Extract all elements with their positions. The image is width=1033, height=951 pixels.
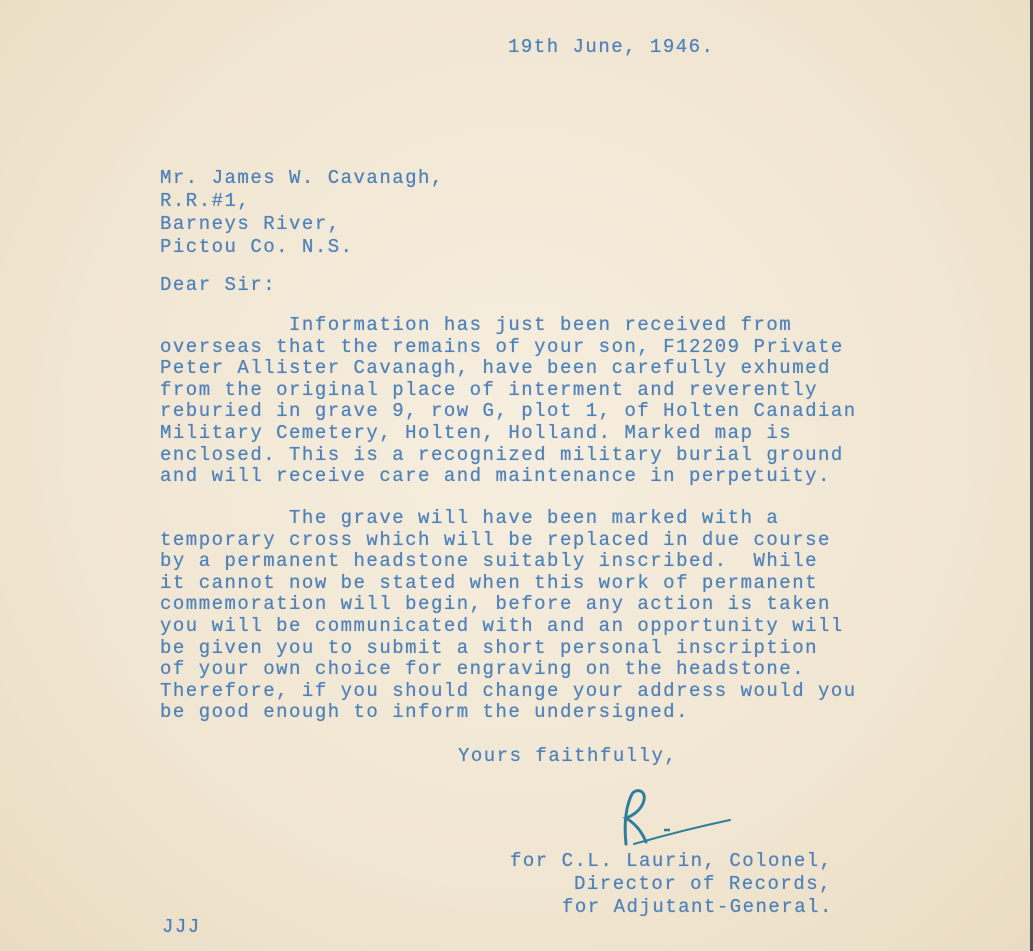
text-line: it cannot now be stated when this work of permanent xyxy=(160,571,818,594)
text-line: overseas that the remains of your son, F12209 Private xyxy=(160,335,844,358)
text-line: Information has just been received from xyxy=(160,314,793,336)
closing: Yours faithfully, xyxy=(458,745,678,767)
signatory-office: for Adjutant-General. xyxy=(562,896,833,918)
address-line: R.R.#1, xyxy=(160,190,251,212)
text-line: Therefore, if you should change your address would you xyxy=(160,679,857,702)
text-line: temporary cross which will be replaced in due course xyxy=(160,528,831,551)
address-line: Pictou Co. N.S. xyxy=(160,236,354,258)
text-line: Military Cemetery, Holten, Holland. Marked map is xyxy=(160,421,793,444)
signatory-line: for C.L. Laurin, Colonel, xyxy=(510,850,833,872)
text-line: you will be communicated with and an opportunity will xyxy=(160,614,844,637)
text-line: The grave will have been marked with a xyxy=(160,507,780,529)
text-line: by a permanent headstone suitably inscribed. While xyxy=(160,550,818,573)
letter-date: 19th June, 1946. xyxy=(508,36,715,58)
paragraph-1 xyxy=(160,315,857,488)
salutation: Dear Sir: xyxy=(160,274,277,296)
text-line: be given you to submit a short personal inscription xyxy=(160,636,818,659)
text-line: of your own choice for engraving on the headstone. xyxy=(160,658,806,681)
address-line: Barneys River, xyxy=(160,213,341,235)
handwritten-signature xyxy=(612,786,742,846)
text-line: Peter Allister Cavanagh, have been carefully exhumed xyxy=(160,357,831,380)
text-line: commemoration will begin, before any action is taken xyxy=(160,593,831,616)
text-line: be good enough to inform the undersigned. xyxy=(160,701,689,724)
typist-initials: JJJ xyxy=(162,916,201,938)
paragraph-2 xyxy=(160,508,857,724)
text-line: reburied in grave 9, row G, plot 1, of Holten Canadian xyxy=(160,400,857,423)
text-line: from the original place of interment and reverently xyxy=(160,378,818,401)
address-line: Mr. James W. Cavanagh, xyxy=(160,167,444,189)
signatory-title: Director of Records, xyxy=(574,873,833,895)
text-line: and will receive care and maintenance in perpetuity. xyxy=(160,465,831,488)
text-line: enclosed. This is a recognized military burial ground xyxy=(160,443,844,466)
